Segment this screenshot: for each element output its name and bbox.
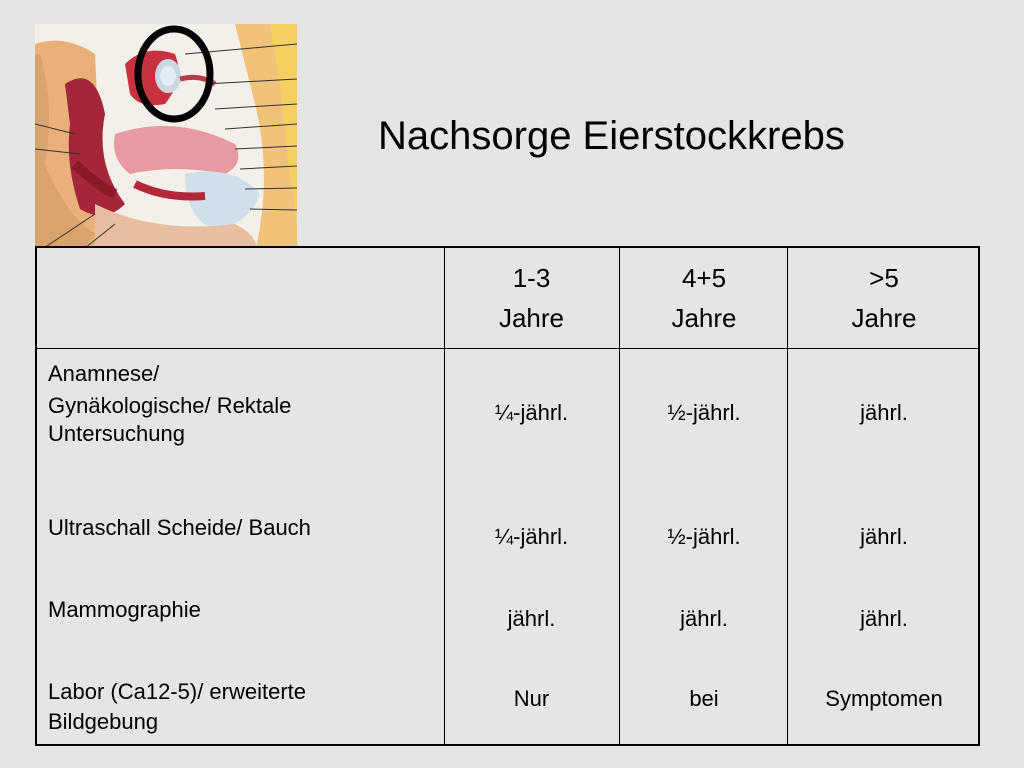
- table-cell: ½-jährl.: [667, 400, 741, 425]
- slide-title: Nachsorge Eierstockkrebs: [378, 114, 845, 158]
- table-cell: jährl.: [680, 606, 728, 631]
- table-cell: jährl.: [860, 400, 908, 425]
- anatomy-illustration: [35, 24, 297, 272]
- table-cell: ¼-jährl.: [494, 524, 569, 549]
- table-cell: jährl.: [507, 606, 556, 631]
- table-cell: jährl.: [860, 524, 908, 549]
- row-label-ultraschall: Ultraschall Scheide/ Bauch: [48, 515, 311, 540]
- header-divider: [37, 348, 978, 349]
- column-header-4-5-years: 4+5 Jahre: [671, 263, 737, 333]
- row-label-anamnese: Anamnese/ Gynäkologische/ Rektale Untersuchung: [48, 361, 292, 446]
- table-cell: Nur: [513, 686, 550, 711]
- table-cell: ½-jährl.: [667, 524, 741, 549]
- row-label-labor: Labor (Ca12-5)/ erweiterte Bildgebung: [48, 679, 307, 734]
- row-label-mammographie: Mammographie: [48, 597, 201, 622]
- column-header-over-5-years: >5 Jahre: [851, 263, 917, 333]
- table-cell: jährl.: [860, 606, 908, 631]
- table-cell: Symptomen: [825, 686, 943, 711]
- table-cell: bei: [689, 686, 719, 711]
- column-header-1-3-years: 1-3 Jahre: [498, 263, 565, 333]
- follow-up-schedule-table: [35, 246, 980, 746]
- table-cell: ¼-jährl.: [494, 400, 569, 425]
